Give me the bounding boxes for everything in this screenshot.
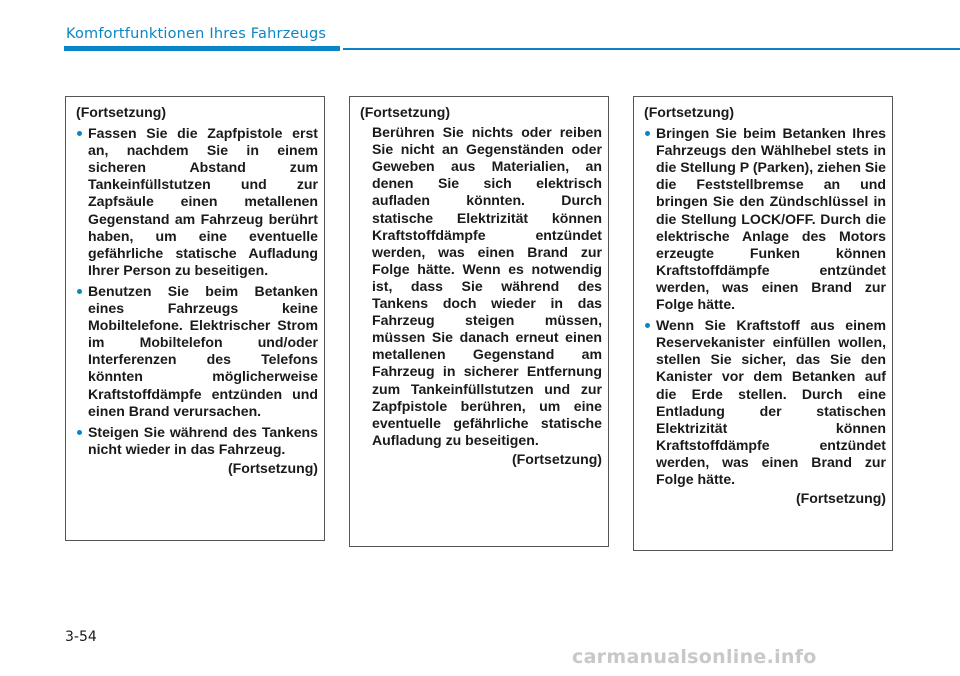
continued-label: (Fortsetzung)	[76, 104, 167, 120]
page-number: 3-54	[65, 629, 97, 645]
header-rule-thin	[343, 48, 960, 50]
header-rule-thick	[64, 46, 340, 51]
warning-box-2	[349, 96, 609, 547]
section-title: Komfortfunktionen Ihres Fahrzeugs	[66, 26, 327, 42]
warning-box-3	[633, 96, 893, 551]
paragraph: Berühren Sie nichts oder reiben Sie nicht an Gegenständen oder Geweben aus Materialien, an denen Sie sich elektrisch aufladen könnten. Durch statische Elektrizität können Kraftstoffdämpfe entzündet werden, was einen Brand zur Folge hätte. Wenn es notwendig ist, dass Sie während des Tankens doch wieder in das Fahrzeug steigen müssen, müssen Sie danach erneut einen metallenen Gegenstand am Fahrzeug in sicherer Entfernung zum Tankeinfüllstutzen und zur Zapfpistole berühren, um eine eventuelle gefährliche statische Aufladung zu beseitigen.	[372, 124, 602, 448]
watermark: carmanualsonline.info	[572, 646, 817, 668]
bullet-item: Bringen Sie beim Betanken Ihres Fahrzeugs den Wählhebel stets in die Stellung P (Parken), ziehen Sie die Feststellbremse an und bringen Sie den Zündschlüssel in die Stellung LOCK/OFF. Durch die elektrische Anlage des Motors erzeugte Funken können Kraftstoffdämpfe entzündet werden, was einen Brand zur Folge hätte.	[644, 125, 886, 313]
bullet-item: Steigen Sie während des Tankens nicht wieder in das Fahrzeug.	[76, 424, 318, 458]
bullet-item: Fassen Sie die Zapfpistole erst an, nachdem Sie in einem sicheren Abstand zum Tankeinfüllstutzen und zur Zapfsäule einen metallenen Gegenstand am Fahrzeug berührt haben, um eine eventuelle gefährliche statische Aufladung Ihrer Person zu beseitigen.	[76, 125, 318, 279]
bullet-item: Wenn Sie Kraftstoff aus einem Reservekanister einfüllen wollen, stellen Sie sicher, das Sie den Kanister vor dem Betanken auf die Erde stellen. Durch eine Entladung der statischen Elektrizität können Kraftstoffdämpfe entzündet werden, was einen Brand zur Folge hätte.	[644, 317, 886, 488]
warning-box-1	[65, 96, 325, 541]
bullet-item: Benutzen Sie beim Betanken eines Fahrzeugs keine Mobiltelefone. Elektrischer Strom im Mobiltelefon und/oder Interferenzen des Telefons könnten möglicherweise Kraftstoffdämpfe entzünden und einen Brand verursachen.	[76, 283, 318, 420]
continues-label: (Fortsetzung)	[511, 450, 602, 467]
continued-label: (Fortsetzung)	[644, 104, 735, 120]
continued-label: (Fortsetzung)	[360, 104, 451, 120]
continues-label: (Fortsetzung)	[795, 490, 886, 507]
continues-label: (Fortsetzung)	[227, 459, 318, 476]
